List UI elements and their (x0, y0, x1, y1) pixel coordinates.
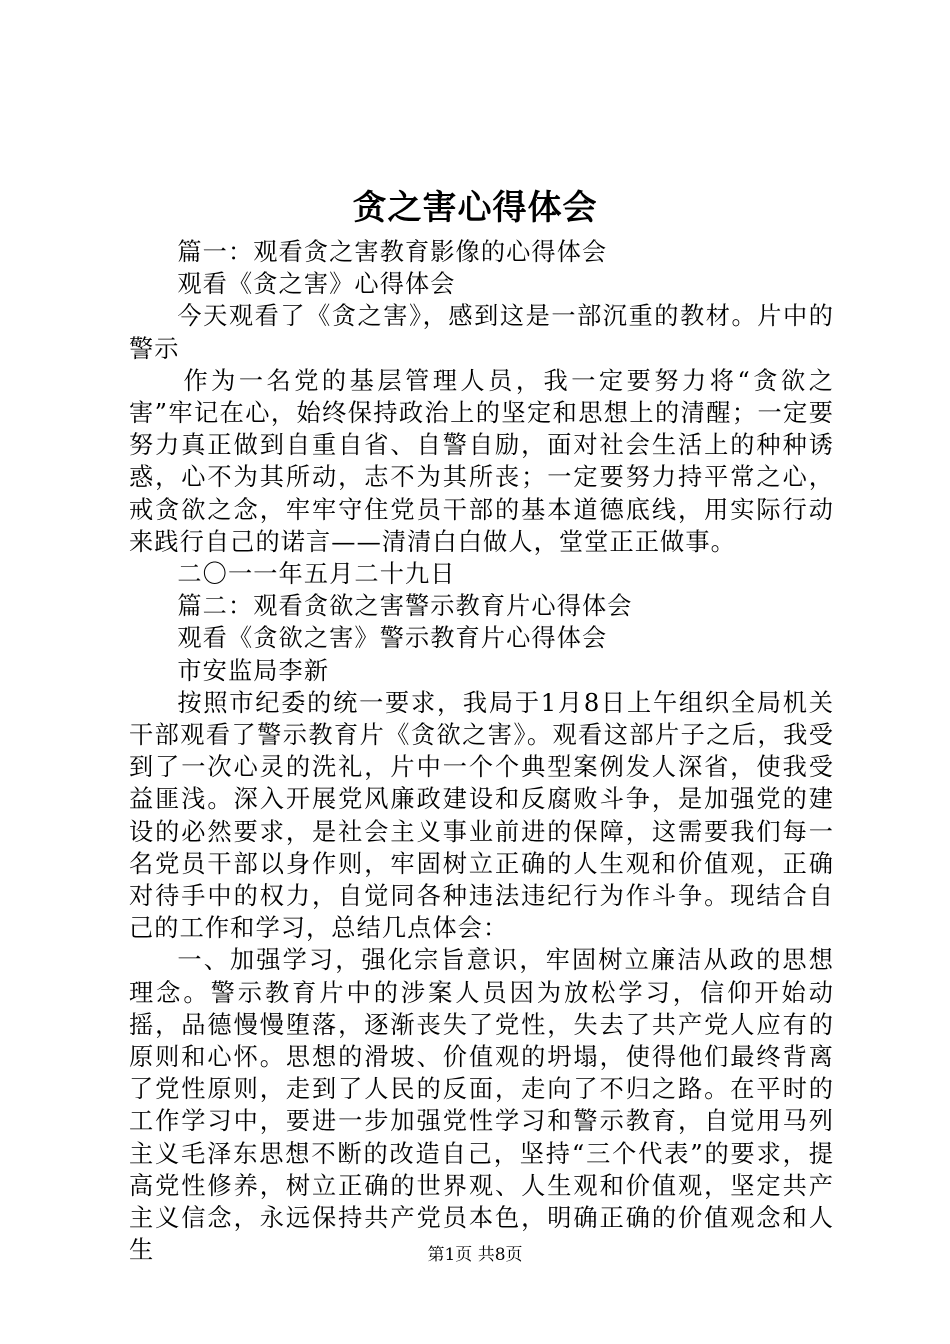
document-title: 贪之害心得体会 (352, 188, 598, 228)
paragraph-date: 二〇一一年五月二十九日 (177, 560, 456, 589)
paragraph-part2-subtitle: 观看《贪欲之害》警示教育片心得体会 (177, 624, 608, 653)
paragraph-point-one: 一、加强学习，强化宗旨意识，牢固树立廉洁从政的思想理念。警示教育片中的涉案人员因为放松学习，信仰开始动摇，品德慢慢堕落，逐渐丧失了党性，失去了共产党人应有的原则和心怀。思想的滑坡、价值观的坍塌，使得他们最终背离了党性原则，走到了人民的反面，走向了不归之路。在平时的工作学习中，要进一步加强党性学习和警示教育，自觉用马列主义毛泽东思想不断的改造自己，坚持“三个代表”的要求，提高党性修养，树立正确的世界观、人生观和价值观，坚定共产主义信念，永远保持共产党员本色，明确正确的价值观念和人生 (129, 946, 834, 1265)
document-body (129, 236, 834, 1267)
paragraph-part1-heading: 篇一：观看贪之害教育影像的心得体会 (177, 238, 608, 266)
paragraph-commitment: 作为一名党的基层管理人员，我一定要努力将“贪欲之害”牢记在心，始终保持政治上的坚定和思想上的清醒；一定要努力真正做到自重自省、自警自励，面对社会生活上的种种诱惑，心不为其所动，志不为其所丧；一定要努力持平常之心，戒贪欲之念，牢牢守住党员干部的基本道德底线，用实际行动来践行自己的诺言——清清白白做人，堂堂正正做事。 (129, 366, 834, 556)
paragraph-background: 按照市纪委的统一要求，我局于1月8日上午组织全局机关干部观看了警示教育片《贪欲之害》。观看这部片子之后，我受到了一次心灵的洗礼，片中一个个典型案例发人深省，使我受益匪浅。深入开展党风廉政建设和反腐败斗争，是加强党的建设的必然要求，是社会主义事业前进的保障，这需要我们每一名党员干部以身作则，牢固树立正确的人生观和价值观，正确对待手中的权力，自觉同各种违法违纪行为作斗争。现结合自己的工作和学习，总结几点体会： (129, 688, 834, 943)
page-footer: 第1页 共8页 (427, 1245, 523, 1265)
paragraph-part2-heading: 篇二：观看贪欲之害警示教育片心得体会 (177, 592, 633, 621)
paragraph-intro: 今天观看了《贪之害》，感到这是一部沉重的教材。片中的警示 (129, 302, 834, 363)
paragraph-part1-subtitle: 观看《贪之害》心得体会 (177, 270, 456, 299)
paragraph-author: 市安监局李新 (177, 656, 330, 685)
